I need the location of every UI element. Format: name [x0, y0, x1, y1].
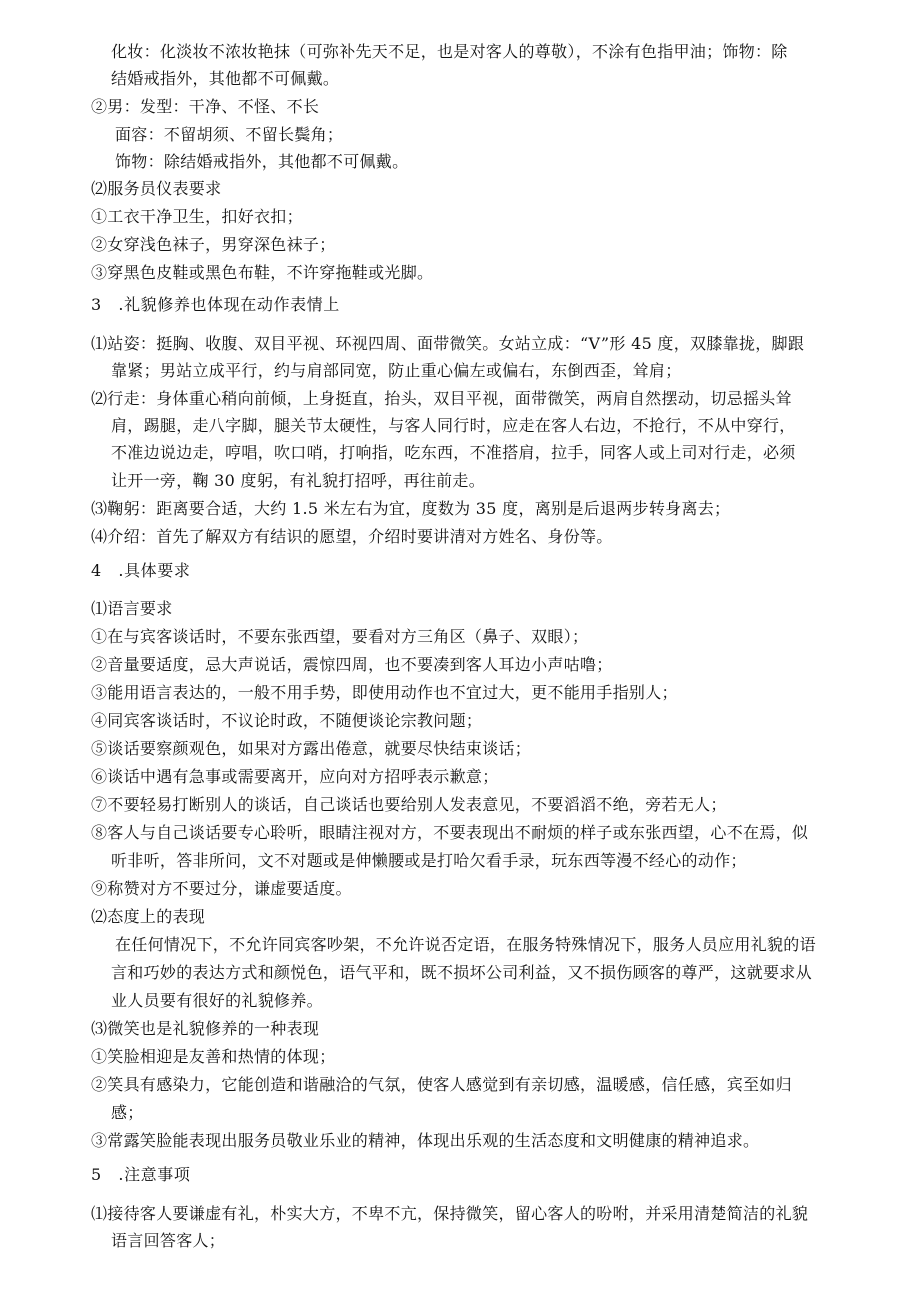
text-line: ③常露笑脸能表现出服务员敬业乐业的精神，体现出乐观的生活态度和文明健康的精神追求。	[91, 1131, 760, 1150]
text-line: ②音量要适度，忌大声说话，震惊四周，也不要凑到客人耳边小声咕噜；	[91, 655, 613, 674]
text-line: ①笑脸相迎是友善和热情的体现；	[91, 1047, 336, 1066]
text-line: ⑧客人与自己谈话要专心聆听，眼睛注视对方，不要表现出不耐烦的样子或东张西望，心不在焉，似	[91, 823, 809, 842]
text-line: 语言回答客人；	[111, 1231, 226, 1250]
text-line: 在任何情况下，不允许同宾客吵架，不允许说否定语，在服务特殊情况下，服务人员应用礼貌的语	[115, 935, 816, 954]
text-line: ⑵态度上的表现	[91, 907, 206, 926]
text-line: ⑷介绍：首先了解双方有结识的愿望，介绍时要讲清对方姓名、身份等。	[91, 527, 613, 546]
text-line: 靠紧；男站立成平行，约与肩部同宽，防止重心偏左或偏右，东倒西歪，耸肩；	[111, 361, 682, 380]
text-line: ①工衣干净卫生，扣好衣扣；	[91, 207, 303, 226]
text-line: ②女穿浅色袜子，男穿深色袜子；	[91, 235, 336, 254]
text-line: 业人员要有很好的礼貌修养。	[111, 991, 323, 1010]
text-line: 听非听，答非所问，文不对题或是伸懒腰或是打哈欠看手录，玩东西等漫不经心的动作；	[111, 851, 747, 870]
text-line: 感；	[111, 1103, 144, 1122]
section-heading: 4 .具体要求	[91, 561, 191, 580]
text-line: ⑴语言要求	[91, 599, 173, 618]
text-line: ⑵服务员仪表要求	[91, 179, 222, 198]
text-line: ⑦不要轻易打断别人的谈话，自己谈话也要给别人发表意见，不要滔滔不绝，旁若无人；	[91, 795, 727, 814]
text-line: ⑴站姿：挺胸、收腹、双目平视、环视四周、面带微笑。女站立成：“V”形 45 度，双膝靠拢，脚跟	[91, 334, 805, 353]
text-line: ⑨称赞对方不要过分，谦虚要适度。	[91, 879, 352, 898]
text-line: 让开一旁，鞠 30 度躬，有礼貌打招呼，再往前走。	[111, 471, 486, 490]
section-heading: 5 .注意事项	[91, 1165, 191, 1184]
section-heading: 3 .礼貌修养也体现在动作表情上	[91, 295, 340, 314]
text-line: ⑤谈话要察颜观色，如果对方露出倦意，就要尽快结束谈话；	[91, 739, 532, 758]
text-line: ①在与宾客谈话时，不要东张西望，要看对方三角区（鼻子、双眼）；	[91, 627, 589, 646]
text-line: ⑵行走：身体重心稍向前倾，上身挺直，抬头，双目平视，面带微笑，两肩自然摆动，切忌摇头耸	[91, 389, 792, 408]
text-line: 不准边说边走，哼唱，吹口哨，打响指，吃东西，不准搭肩，拉手，同客人或上司对行走，必须	[111, 443, 796, 462]
text-line: ⑥谈话中遇有急事或需要离开，应向对方招呼表示歉意；	[91, 767, 499, 786]
text-line: ⑶微笑也是礼貌修养的一种表现	[91, 1019, 320, 1038]
text-line: ②笑具有感染力，它能创造和谐融洽的气氛，使客人感觉到有亲切感，温暖感，信任感，宾至如归	[91, 1075, 792, 1094]
text-line: 面容：不留胡须、不留长鬓角；	[115, 125, 344, 144]
text-line: 饰物：除结婚戒指外，其他都不可佩戴。	[115, 152, 409, 171]
text-line: ③穿黑色皮鞋或黑色布鞋，不许穿拖鞋或光脚。	[91, 263, 434, 282]
text-line: ④同宾客谈话时，不议论时政，不随便谈论宗教问题；	[91, 711, 483, 730]
text-line: ⑶鞠躬：距离要合适，大约 1.5 米左右为宜，度数为 35 度，离别是后退两步转身离去；	[91, 499, 731, 518]
text-line: ②男：发型：干净、不怪、不长	[91, 97, 320, 116]
text-line: 结婚戒指外，其他都不可佩戴。	[111, 69, 340, 88]
text-line: 肩，踢腿，走八字脚，腿关节太硬性，与客人同行时，应走在客人右边，不抢行，不从中穿行，	[111, 416, 796, 435]
text-line: 化妆：化淡妆不浓妆艳抹（可弥补先天不足，也是对客人的尊敬），不涂有色指甲油；饰物：除	[111, 42, 788, 61]
text-line: 言和巧妙的表达方式和颜悦色，语气平和，既不损坏公司利益，又不损伤顾客的尊严，这就要求从	[111, 963, 812, 982]
text-line: ③能用语言表达的，一般不用手势，即使用动作也不宜过大，更不能用手指别人；	[91, 683, 678, 702]
text-line: ⑴接待客人要谦虚有礼，朴实大方，不卑不亢，保持微笑，留心客人的吩咐，并采用清楚简洁的礼貌	[91, 1204, 809, 1223]
